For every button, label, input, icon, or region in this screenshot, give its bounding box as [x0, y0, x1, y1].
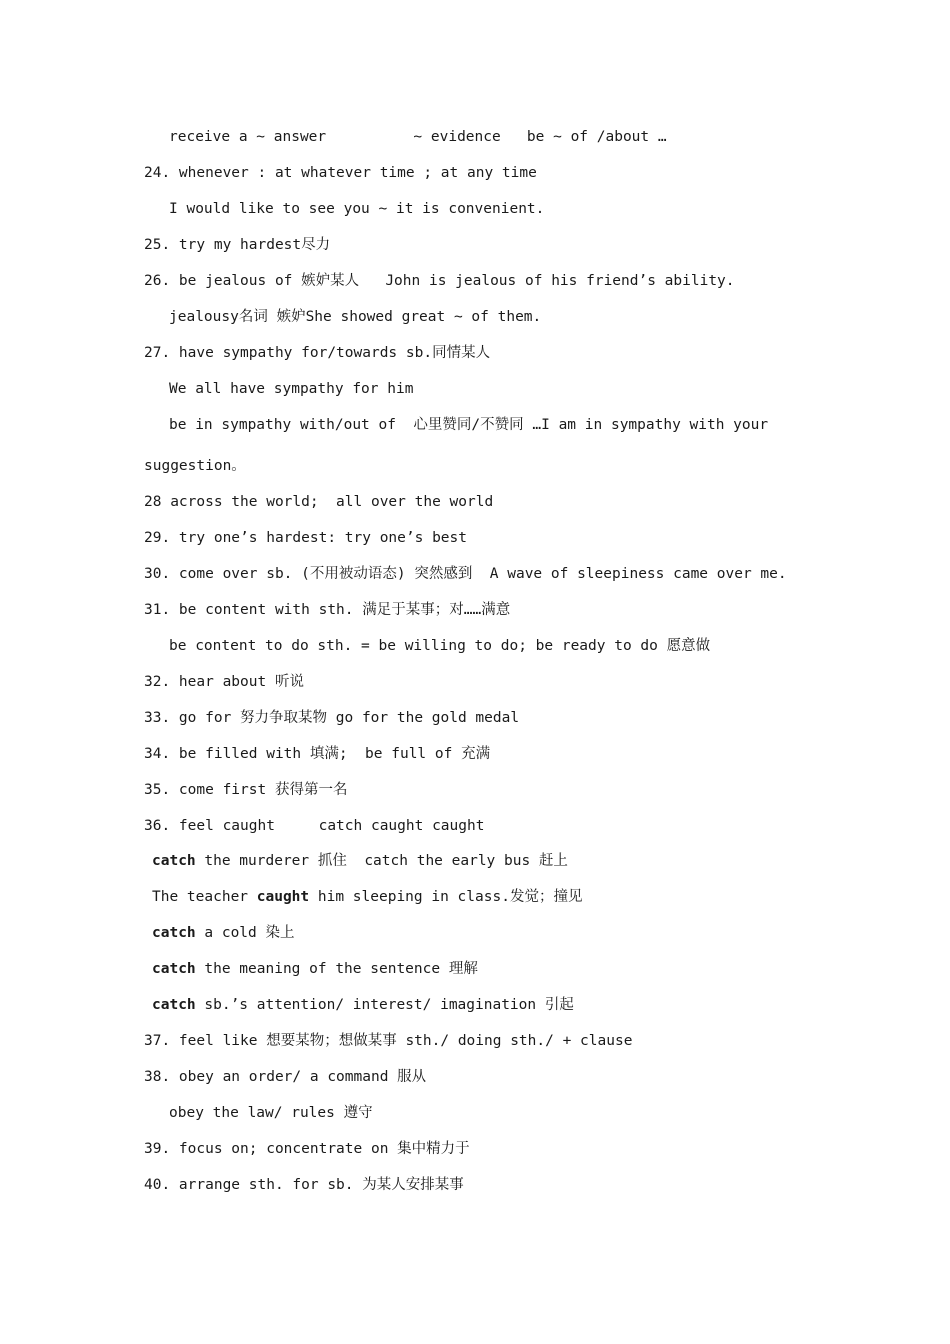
text-line: suggestion。: [144, 458, 246, 474]
list-item-25: 25. try my hardest尽力: [144, 237, 331, 253]
catch-example: [152, 959, 478, 979]
list-item-26: 26. be jealous of 嫉妒某人 John is jealous of his friend’s ability.: [144, 273, 735, 289]
bold-keyword: catch: [152, 925, 196, 941]
list-item-36: 36. feel caught catch caught caught: [144, 818, 485, 834]
text-line: jealousy名词 嫉妒She showed great ~ of them.: [169, 309, 542, 325]
example-text: a cold 染上: [195, 925, 295, 941]
list-item-33: 33. go for 努力争取某物 go for the gold medal: [144, 710, 520, 726]
list-item-39: 39. focus on; concentrate on 集中精力于: [144, 1141, 470, 1157]
example-text: sb.’s attention/ interest/ imagination 引起: [195, 997, 574, 1013]
text-line: We all have sympathy for him: [169, 381, 414, 397]
text-line: I would like to see you ~ it is convenient.: [169, 201, 545, 217]
text-line: obey the law/ rules 遵守: [169, 1105, 373, 1121]
bold-keyword: catch: [152, 853, 196, 869]
list-item-40: 40. arrange sth. for sb. 为某人安排某事: [144, 1177, 464, 1193]
text-line: receive a ~ answer ~ evidence be ~ of /about …: [169, 129, 667, 145]
bold-keyword: catch: [152, 961, 196, 977]
list-item-37: 37. feel like 想要某物；想做某事 sth./ doing sth./ + clause: [144, 1033, 633, 1049]
catch-example: [152, 887, 582, 907]
bold-keyword: catch: [152, 997, 196, 1013]
catch-example: [152, 995, 574, 1015]
example-text: the meaning of the sentence 理解: [195, 961, 478, 977]
list-item-28: 28 across the world; all over the world: [144, 494, 494, 510]
example-text: the murderer 抓住 catch the early bus 赶上: [195, 853, 568, 869]
list-item-34: 34. be filled with 填满; be full of 充满: [144, 746, 491, 762]
list-item-30: 30. come over sb. (不用被动语态) 突然感到 A wave of sleepiness came over me.: [144, 566, 787, 582]
list-item-27: 27. have sympathy for/towards sb.同情某人: [144, 345, 491, 361]
list-item-32: 32. hear about 听说: [144, 674, 304, 690]
list-item-38: 38. obey an order/ a command 服从: [144, 1069, 427, 1085]
list-item-31: 31. be content with sth. 满足于某事；对……满意: [144, 602, 511, 618]
list-item-35: 35. come first 获得第一名: [144, 782, 348, 798]
list-item-29: 29. try one’s hardest: try one’s best: [144, 530, 468, 546]
example-text: him sleeping in class.发觉；撞见: [309, 889, 583, 905]
catch-example: [152, 851, 568, 871]
list-item-24: 24. whenever : at whatever time ; at any time: [144, 165, 537, 181]
text-line: be in sympathy with/out of 心里赞同/不赞同 …I am in sympathy with your: [169, 417, 769, 433]
bold-keyword: caught: [256, 889, 310, 905]
text-line: be content to do sth. = be willing to do; be ready to do 愿意做: [169, 638, 711, 654]
catch-example: [152, 923, 295, 943]
example-text: The teacher: [152, 889, 257, 905]
